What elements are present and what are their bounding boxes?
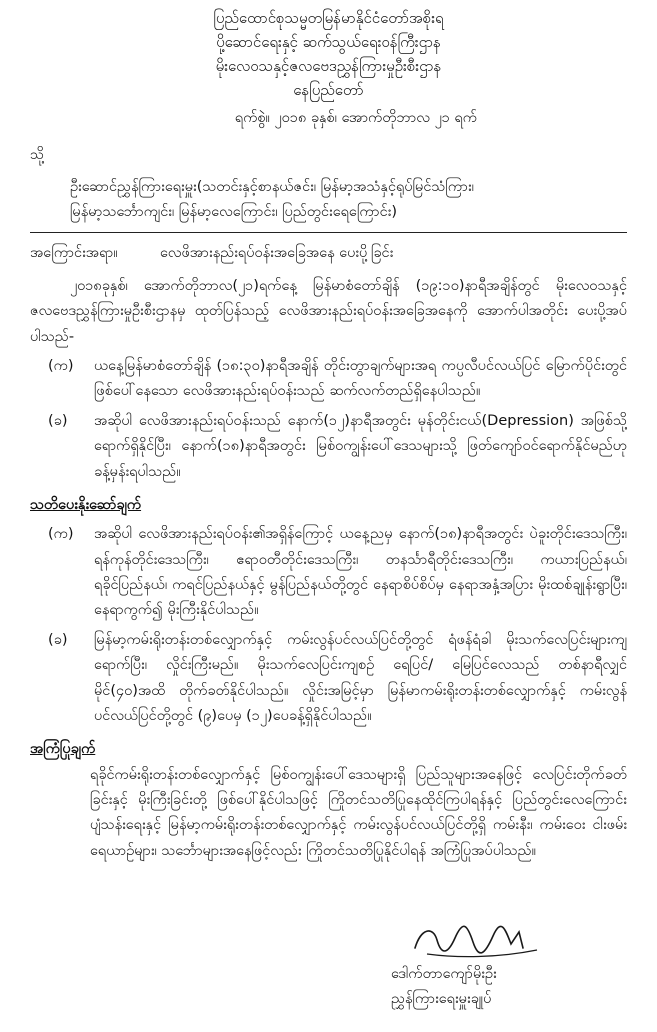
intro-paragraph: ၂၀၁၈ခုနှစ်၊ အောက်တိုဘာလ(၂၁)ရက်နေ့ မြန်မာစံတော်ချိန် (၁၉:၁၀)နာရီအချိန်တွင် မိုးလေဝသနှင့် ဇလဗေဒညွှန်ကြားမှုဦးစီးဌာနမှ ထုတ်ပြန်သည့် လေဖိအားနည်းရပ်ဝန်းအခြေအနေကို အောက်ပါအတိုင်း ပေးပို့အပ်ပါသည်-: [30, 277, 627, 345]
recipient-line-2: မြန်မာ့သင်္ဘောကျင်း၊ မြန်မာ့လေကြောင်း၊ ပြည်တွင်းရေကြောင်း): [70, 204, 398, 221]
warning-item-kha: [30, 628, 627, 730]
letterhead-line-government: ပြည်ထောင်စုသမ္မတမြန်မာနိုင်ငံတော်အစိုးရ: [213, 9, 444, 27]
item-marker: (က): [48, 358, 74, 374]
separator-rule: [30, 232, 627, 233]
subject-label: အကြောင်းအရာ။: [30, 244, 118, 261]
signer-title: ညွှန်ကြားရေးမှူးချုပ်: [391, 991, 492, 1008]
item-marker: (ခ): [48, 631, 68, 648]
warning-item-ka: [30, 522, 627, 624]
subject-text: လေဖိအားနည်းရပ်ဝန်းအခြေအနေ ပေးပို့ခြင်း: [160, 244, 394, 261]
letterhead-line-city: နေပြည်တော်: [293, 81, 364, 99]
to-line: [30, 143, 627, 168]
advice-paragraph: ရခိုင်ကမ်းရိုးတန်းတစ်လျှောက်နှင့် မြစ်ဝကျွန်းပေါ်ဒေသများရှိ ပြည်သူများအနေဖြင့် လေပြင်းတိုက်ခတ်ခြင်းနှင့် မိုးကြီးခြင်းတို့ ဖြစ်ပေါ်နိုင်ပါသဖြင့် ကြိုတင်သတိပြုနေထိုင်ကြပါရန်နှင့် ပြည်တွင်းလေကြောင်းပျံသန်းရေးနှင့် မြန်မာ့ကမ်းရိုးတန်းတစ်လျှောက်နှင့် ကမ်းလွန်ပင်လယ်ပြင်တို့ရှိ ကမ်းနီး၊ ကမ်းဝေး ငါးဖမ်းရေယာဉ်များ၊ သင်္ဘောများအနေဖြင့်လည်း ကြိုတင်သတိပြုနိုင်ပါရန် အကြံပြုအပ်ပါသည်။: [90, 766, 627, 859]
recipient-line-1: ဦးဆောင်ညွှန်ကြားရေးမှူး(သတင်းနှင့်စာနယ်ဇင်း၊ မြန်မာ့အသံနှင့်ရုပ်မြင်သံကြား၊: [70, 178, 474, 195]
warning-heading: သတိပေးနိုးဆော်ချက်: [30, 496, 142, 513]
handwritten-signature: [407, 918, 557, 962]
signature-block: [387, 918, 587, 1013]
letterhead-line-ministry: ပို့ဆောင်ရေးနှင့် ဆက်သွယ်ရေးဝန်ကြီးဌာန: [216, 33, 441, 51]
letterhead-line-department: မိုးလေဝသနှင့်ဇလဗေဒညွှန်ကြားမှုဦးစီးဌာန: [215, 57, 442, 75]
subject-line: [30, 241, 627, 266]
situation-item-kha: [30, 409, 627, 485]
letterhead: [30, 6, 627, 102]
item-text: အဆိုပါ လေဖိအားနည်းရပ်ဝန်း၏အရှိန်ကြောင့် ယနေ့ညမှ နောက်(၁၈)နာရီအတွင်း ပဲခူးတိုင်းဒေသကြီး၊ ရန်ကုန်တိုင်းဒေသကြီး၊ ဧရာဝတီတိုင်းဒေသကြီး၊ တနင်္သာရီတိုင်းဒေသကြီး၊ ကယားပြည်နယ်၊ ရခိုင်ပြည်နယ်၊ ကရင်ပြည်နယ်နှင့် မွန်ပြည်နယ်တို့တွင် နေရာစိပ်စိပ်မှ နေရာအနှံ့အပြား မိုးထစ်ချုန်းရွာပြီး၊ နေရာကွက်၍ မိုးကြီးနိုင်ပါသည်။: [94, 526, 627, 619]
signer-name: ဒေါက်တာကျော်မိုးဦး: [391, 966, 497, 982]
item-text: ယနေ့မြန်မာစံတော်ချိန် (၁၈:၃၀)နာရီအချိန် တိုင်းတွာချက်များအရ ကပ္ပလီပင်လယ်ပြင် မြောက်ပိုင်းတွင် ဖြစ်ပေါ်နေသော လေဖိအားနည်းရပ်ဝန်းသည် ဆက်လက်တည်ရှိနေပါသည်။: [94, 358, 627, 400]
item-text: မြန်မာ့ကမ်းရိုးတန်းတစ်လျှောက်နှင့် ကမ်းလွန်ပင်လယ်ပြင်တို့တွင် ရံဖန်ရံခါ မိုးသက်လေပြင်းများကျရောက်ပြီး၊ လှိုင်းကြီးမည်။ မိုးသက်လေပြင်းကျစဉ် ရေပြင်/ မြေပြင်လေသည် တစ်နာရီလျှင် မိုင်(၄၀)အထိ တိုက်ခတ်နိုင်ပါသည်။ လှိုင်းအမြင့်မှာ မြန်မာကမ်းရိုးတန်းတစ်လျှောက်နှင့် ကမ်းလွန်ပင်လယ်ပြင်တို့တွင် (၉)ပေမှ (၁၂)ပေခန့်ရှိနိုင်ပါသည်။: [94, 631, 627, 724]
advice-heading: အကြံပြုချက်: [30, 741, 96, 758]
situation-item-ka: [30, 354, 627, 405]
to-label: သို့: [30, 147, 45, 164]
item-marker: (က): [48, 526, 74, 543]
reference-date: ရက်စွဲ။ ၂၀၁၈ ခုနှစ်၊ အောက်တိုဘာလ ၂၁ ရက်: [234, 110, 477, 126]
recipient-block: [70, 175, 627, 226]
item-marker: (ခ): [48, 412, 68, 429]
item-text: အဆိုပါ လေဖိအားနည်းရပ်ဝန်းသည် နောက်(၁၂)နာရီအတွင်း မုန်တိုင်းငယ်(Depression) အဖြစ်သို့ ရောက်ရှိနိုင်ပြီး၊ နောက်(၁၈)နာရီအတွင်း မြစ်ဝကျွန်းပေါ်ဒေသများသို့ ဖြတ်ကျော်ဝင်ရောက်နိုင်မည်ဟု ခန့်မှန်းရပါသည်။: [94, 412, 627, 480]
